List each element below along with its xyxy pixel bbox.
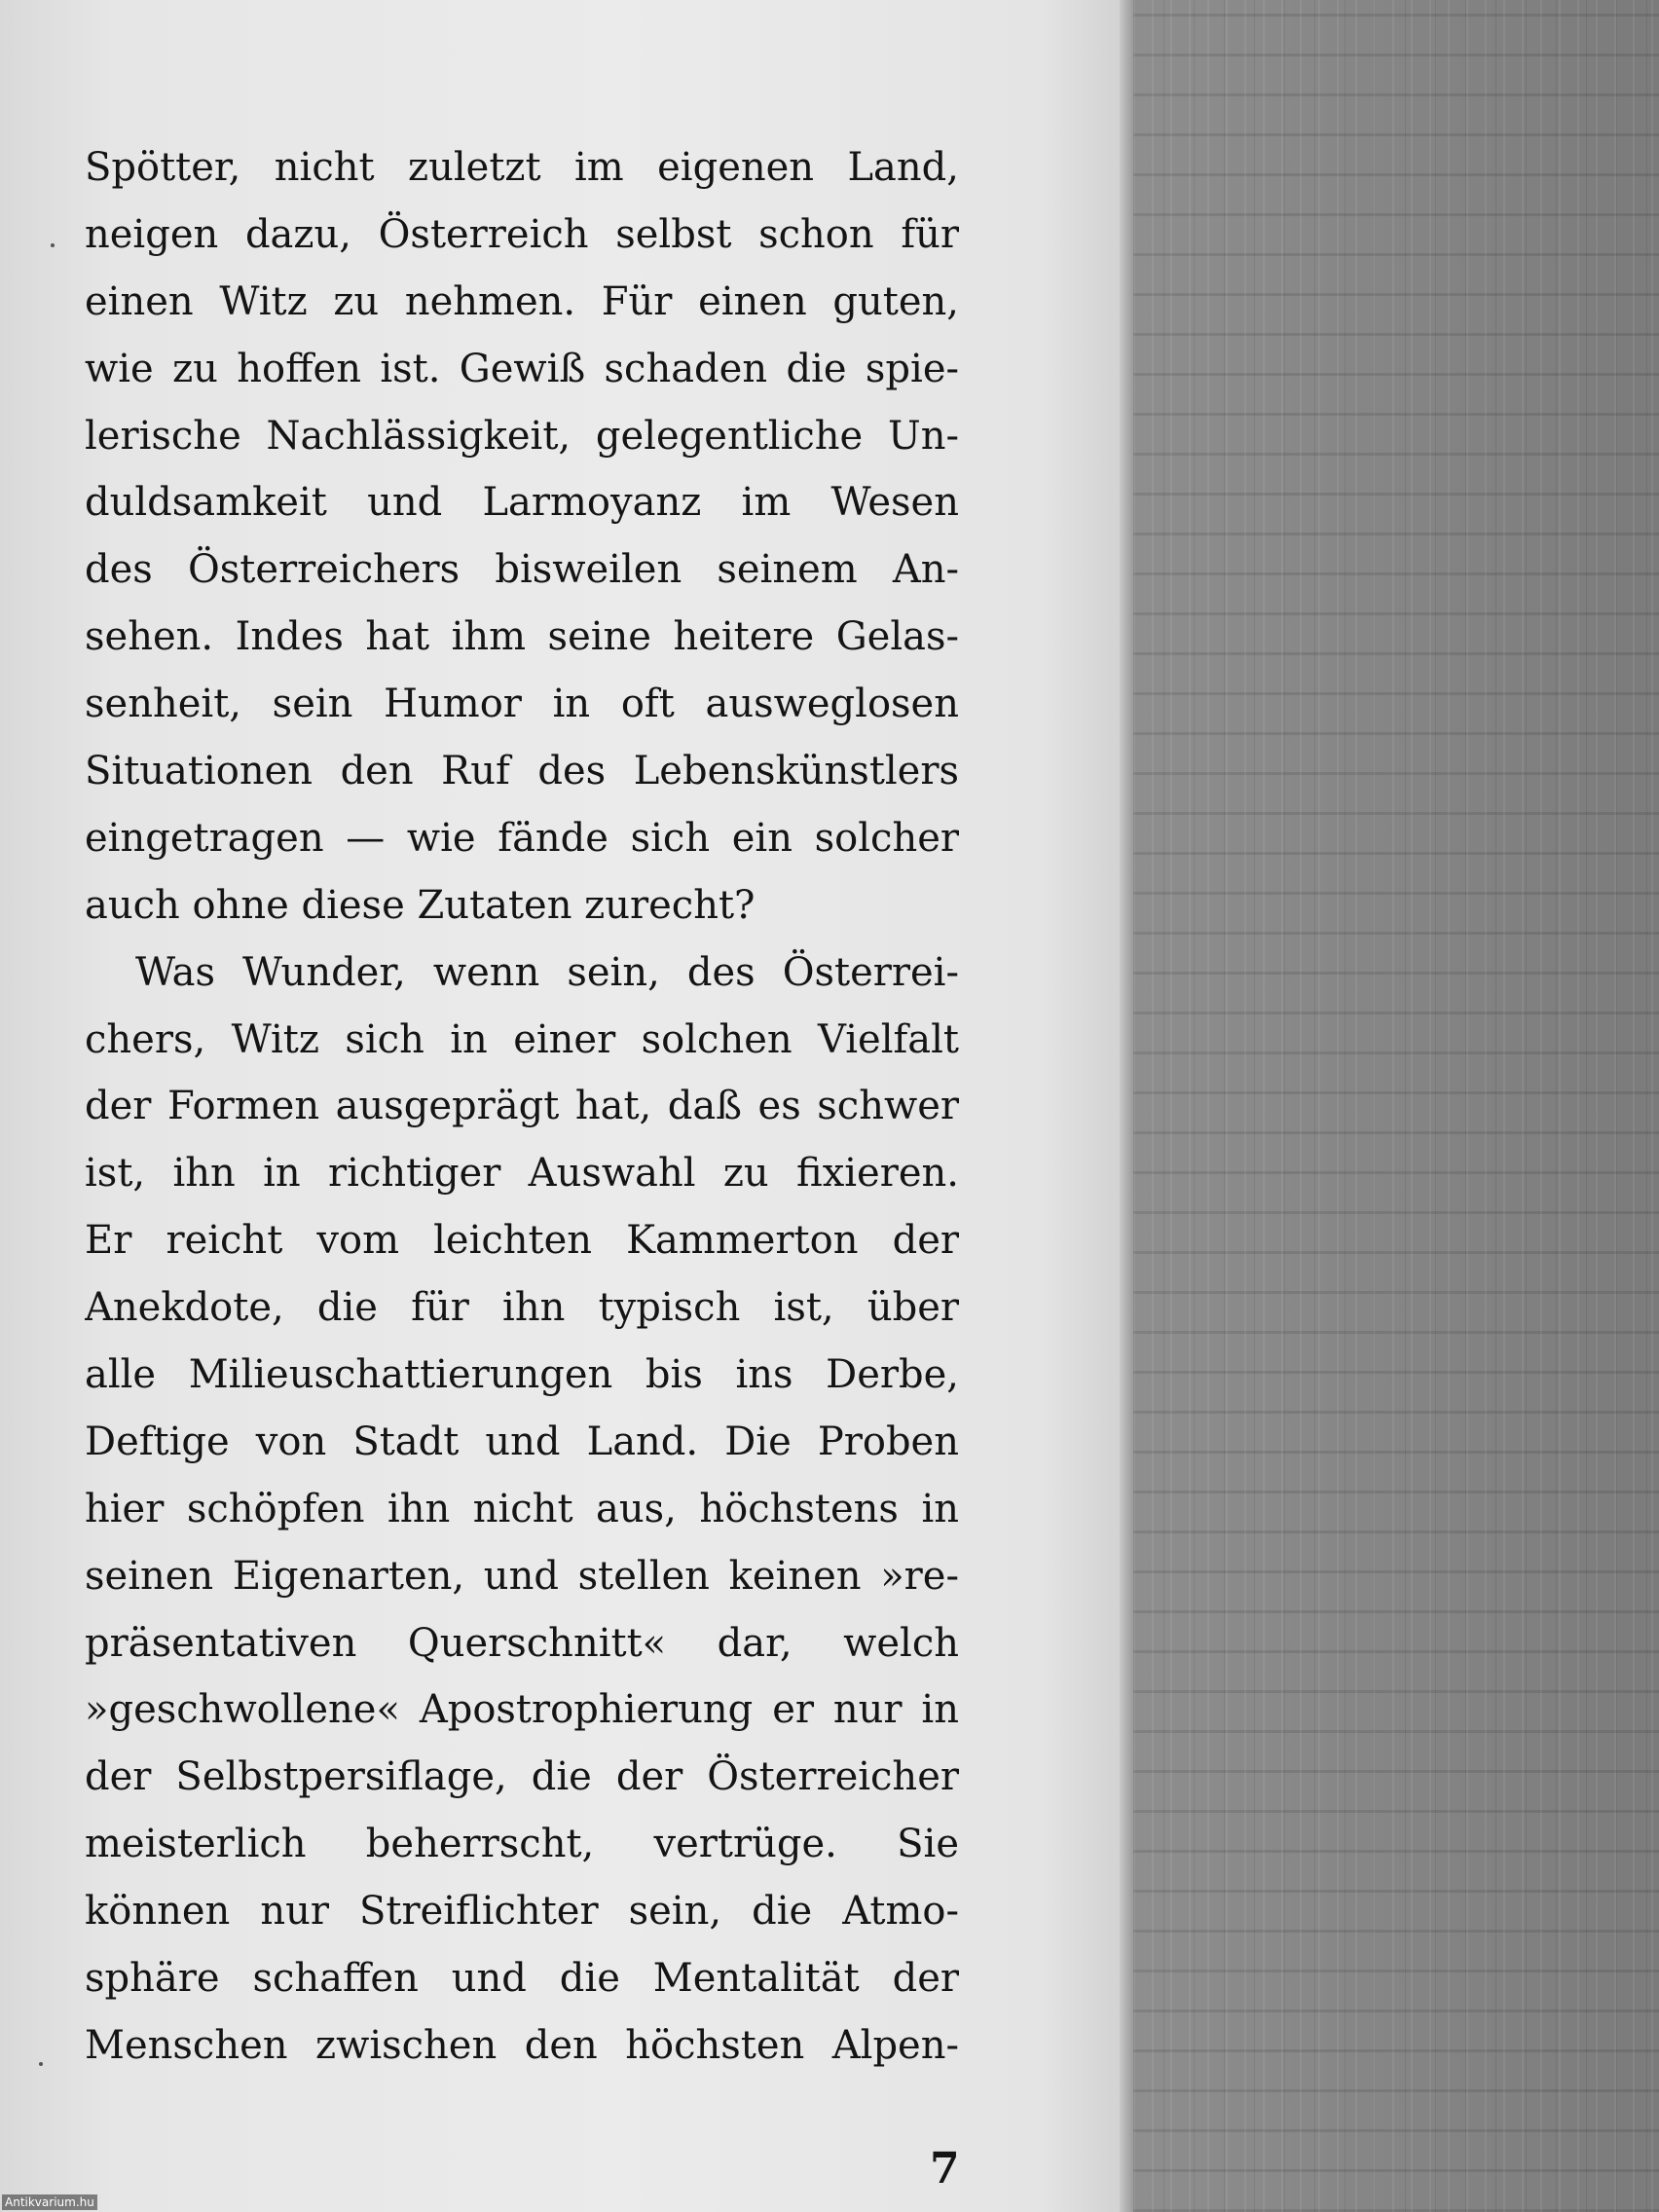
- text-line: senheit, sein Humor in oft ausweglosen: [85, 682, 959, 727]
- text-line: Menschen zwischen den höchsten Alpen-: [85, 2022, 959, 2068]
- text-line: chers, Witz sich in einer solchen Vielfalt: [85, 1016, 959, 1062]
- text-line: sphäre schaffen und die Mentalität der: [85, 1956, 959, 2002]
- body-text: [85, 134, 959, 2080]
- text-line: Anekdote, die für ihn typisch ist, über: [85, 1285, 959, 1331]
- text-line: »geschwollene« Apostrophierung er nur in: [85, 1687, 959, 1733]
- page-number: 7: [930, 2144, 960, 2194]
- text-line: auch ohne diese Zutaten zurecht?: [85, 882, 756, 928]
- text-line: meisterlich beherrscht, vertrüge. Sie: [85, 1822, 959, 1867]
- text-line: lerische Nachlässigkeit, gelegentliche Un-: [85, 413, 959, 459]
- watermark: Antikvarium.hu: [2, 2194, 97, 2210]
- paper-speck: [51, 243, 55, 247]
- text-line: Er reicht vom leichten Kammerton der: [85, 1218, 959, 1264]
- text-line: präsentativen Querschnitt« dar, welch: [85, 1620, 959, 1666]
- text-line: der Selbstpersiflage, die der Österreicher: [85, 1754, 959, 1800]
- text-line: seinen Eigenarten, und stellen keinen »re-: [85, 1553, 959, 1599]
- text-line: Deftige von Stadt und Land. Die Proben: [85, 1419, 959, 1464]
- paper-speck: [39, 2062, 43, 2066]
- text-line: duldsamkeit und Larmoyanz im Wesen: [85, 480, 959, 526]
- text-line: ist, ihn in richtiger Auswahl zu fixieren.: [85, 1151, 959, 1197]
- text-line: alle Milieuschattierungen bis ins Derbe,: [85, 1352, 959, 1398]
- text-line: Situationen den Ruf des Lebenskünstlers: [85, 749, 959, 794]
- text-line: können nur Streiflichter sein, die Atmo-: [85, 1889, 959, 1935]
- textured-background: [1133, 0, 1659, 2212]
- text-line: des Österreichers bisweilen seinem An-: [85, 547, 959, 593]
- text-line: hier schöpfen ihn nicht aus, höchstens in: [85, 1486, 959, 1531]
- page-edge-shadow: [1120, 0, 1133, 2212]
- text-line: eingetragen — wie fände sich ein solcher: [85, 815, 959, 861]
- text-line: der Formen ausgeprägt hat, daß es schwer: [85, 1084, 959, 1129]
- text-line: Was Wunder, wenn sein, des Österrei-: [135, 949, 959, 995]
- text-line: wie zu hoffen ist. Gewiß schaden die spie-: [85, 346, 959, 391]
- text-line: Spötter, nicht zuletzt im eigenen Land,: [85, 145, 959, 190]
- text-line: einen Witz zu nehmen. Für einen guten,: [85, 278, 959, 324]
- text-line: neigen dazu, Österreich selbst schon für: [85, 211, 959, 257]
- text-line: sehen. Indes hat ihm seine heitere Gelas-: [85, 614, 959, 660]
